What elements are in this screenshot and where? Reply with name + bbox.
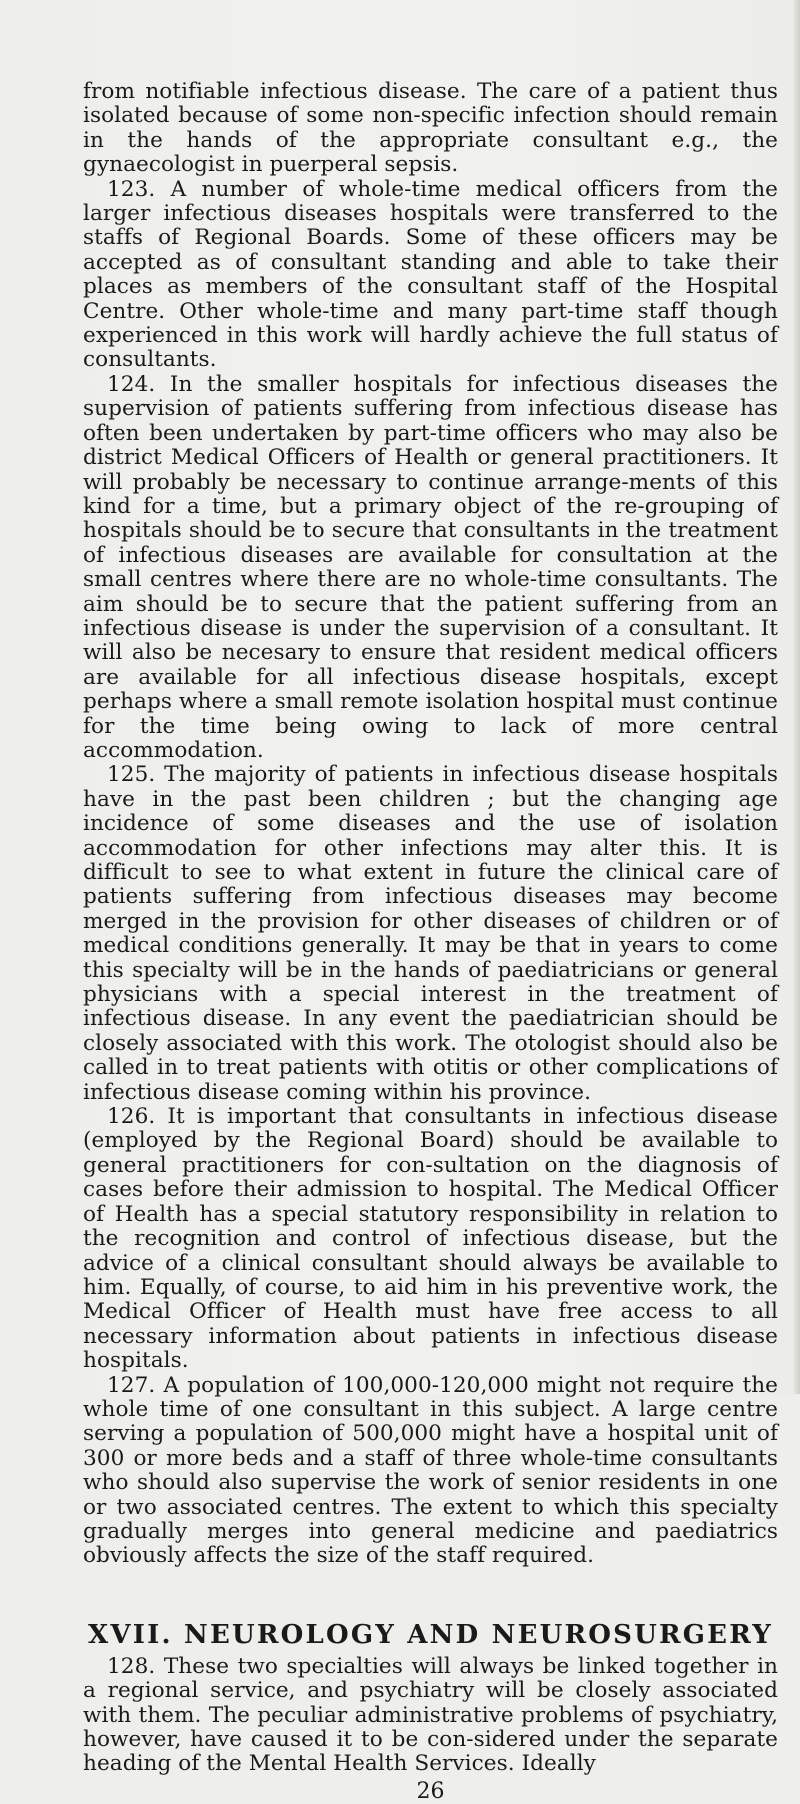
paragraph-123: 123. A number of whole-time medical officers from the larger infectious diseases hospitals were transferred to the staffs of Regional Boards. Some of these officers may be accepted as of consultant standing and able to take their places as members of the consultant staff of the Hospital Centre. Other whole-time and many part-time staff though experienced in this work will hardly achieve the full status of consultants. (83, 176, 778, 373)
paragraph-continuation: from notifiable infectious disease. The care of a patient thus isolated because of some non-specific infection should remain in the hands of the appropriate consultant e.g., the gynaecologist in puerperal sepsis. (83, 79, 778, 178)
paragraph-126: 126. It is important that consultants in infectious disease (employed by the Regional Board) should be available to general practitioners for con-sultation on the diagnosis of cases before their admission to hospital. The Medical Officer of Health has a special statutory responsibility in relation to the recognition and control of infectious disease, but the advice of a clinical consultant should always be available to him. Equally, of course, to aid him in his preventive work, the Medical Officer of Health must have free access to all necessary information about patients in infectious disease hospitals. (83, 1104, 778, 1374)
page-number: 26 (416, 1778, 445, 1804)
section-heading: XVII. NEUROLOGY AND NEUROSURGERY (88, 1619, 773, 1650)
paragraph-127: 127. A population of 100,000-120,000 might not require the whole time of one consultant in this subject. A large centre serving a population of 500,000 might have a hospital unit of 300 or more beds and a staff of three whole-time consultants who should also supervise the work of senior residents in one or two associated centres. The extent to which this specialty gradually merges into general medicine and paediatrics obviously affects the size of the staff required. (83, 1372, 778, 1569)
body-text-bottom (83, 1655, 778, 1777)
paragraph-125: 125. The majority of patients in infectious disease hospitals have in the past been children ; but the changing age incidence of some diseases and the use of isolation accommodation for other infections may alter this. It is difficult to see to what extent in future the clinical care of patients suffering from infectious diseases may become merged in the provision for other diseases of children or of medical conditions generally. It may be that in years to come this specialty will be in the hands of paediatricians or general physicians with a special interest in the treatment of infectious disease. In any event the paediatrician should be closely associated with this work. The otologist should also be called in to treat patients with otitis or other complications of infectious disease coming within his province. (83, 762, 778, 1105)
page-edge-shadow (794, 0, 800, 1394)
paragraph-128: 128. These two specialties will always be linked together in a regional service, and psychiatry will be closely associated with them. The peculiar administrative problems of psychiatry, however, have caused it to be con-sidered under the separate heading of the Mental Health Services. Ideally (83, 1653, 778, 1777)
body-text-top (83, 80, 778, 1569)
paragraph-124: 124. In the smaller hospitals for infectious diseases the supervision of patients suffering from infectious disease has often been undertaken by part-time officers who may also be district Medical Officers of Health or general practitioners. It will probably be necessary to continue arrange-ments of this kind for a time, but a primary object of the re-grouping of hospitals should be to secure that consultants in the treatment of infectious diseases are available for consultation at the small centres where there are no whole-time consultants. The aim should be to secure that the patient suffering from an infectious disease is under the supervision of a consultant. It will also be necesary to ensure that resident medical officers are available for all infectious disease hospitals, except perhaps where a small remote isolation hospital must continue for the time being owing to lack of more central accommodation. (83, 371, 778, 763)
